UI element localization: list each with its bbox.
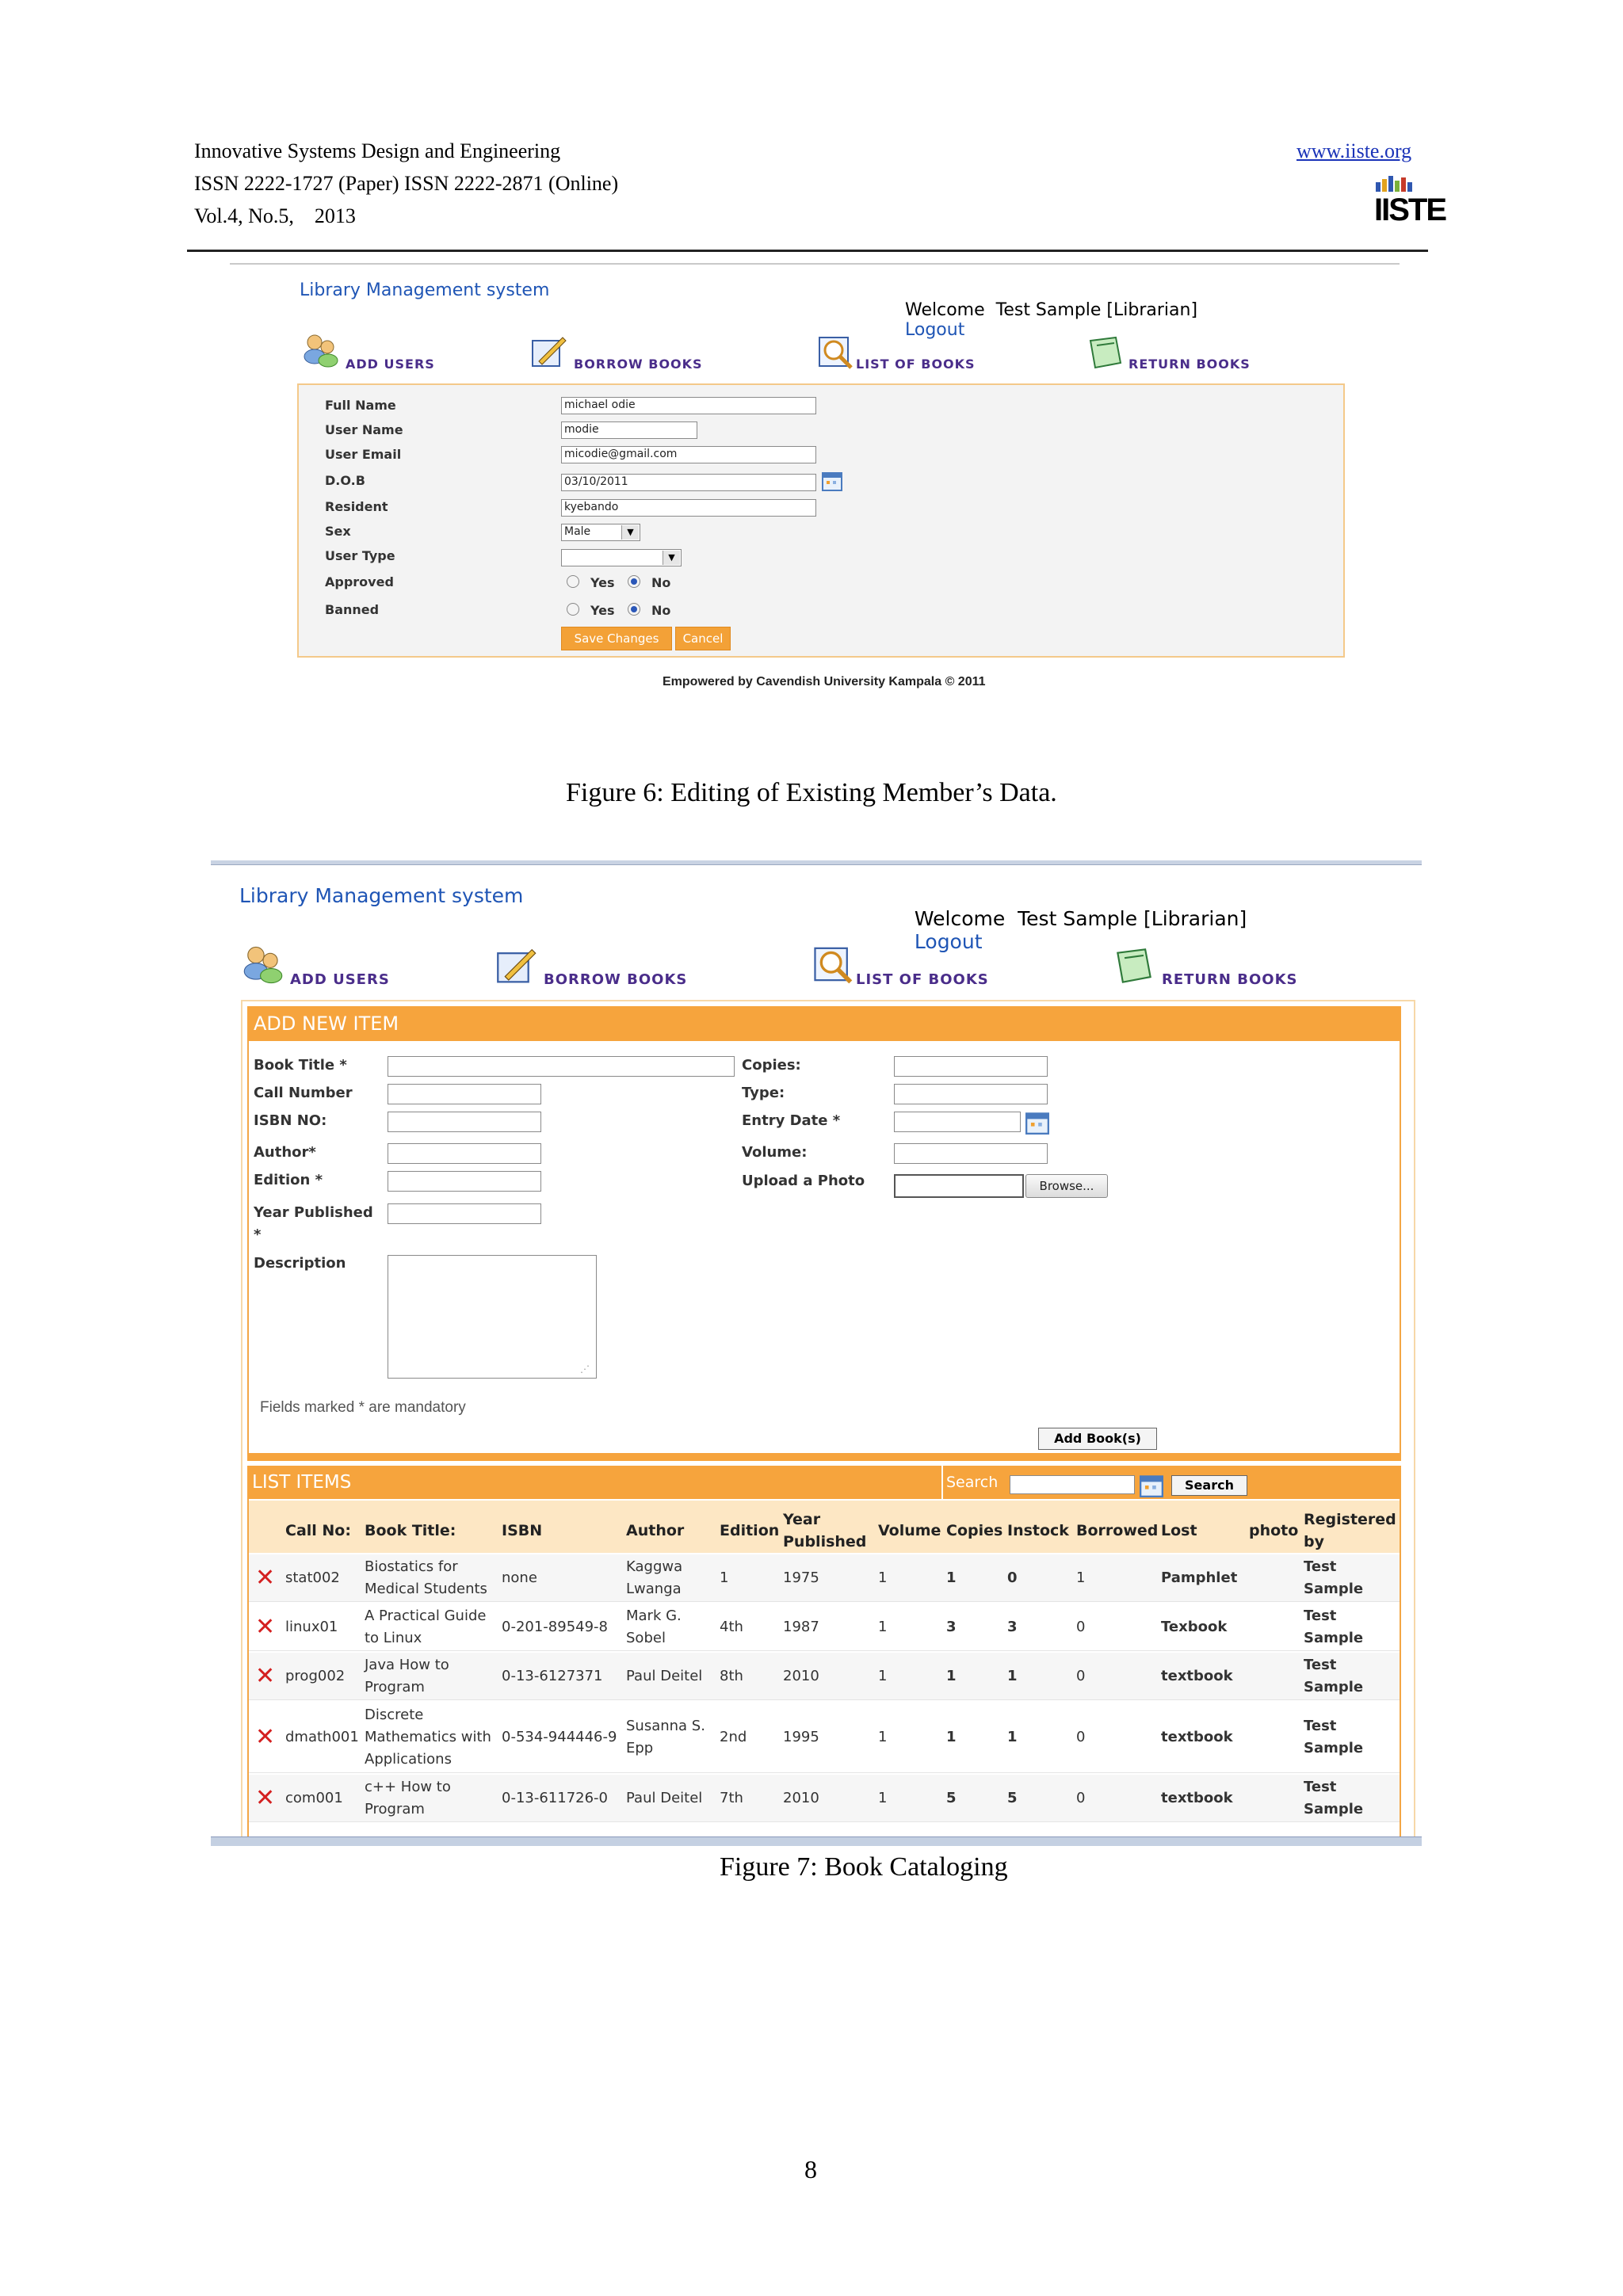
fig6-logout-link[interactable]: Logout [905, 320, 965, 340]
mandatory-note: Fields marked * are mandatory [260, 1399, 466, 1416]
fig7-welcome-text: Welcome Test Sample [Librarian] [914, 907, 1247, 930]
cell-registered-by: Sample [1304, 1581, 1364, 1597]
cell-edition: 1 [720, 1569, 729, 1586]
list-items-header: LIST ITEMS [247, 1466, 1401, 1499]
resident-label: Resident [325, 499, 388, 514]
user-email-input[interactable]: micodie@gmail.com [561, 446, 816, 463]
cell-call-no: dmath001 [285, 1729, 359, 1745]
add-books-button[interactable]: Add Book(s) [1038, 1428, 1157, 1450]
nav-add-users[interactable]: ADD USERS [290, 971, 390, 988]
cell-author: Susanna S. [626, 1718, 705, 1734]
cell-instock: 0 [1007, 1569, 1018, 1586]
col-call-no: Call No: [285, 1522, 351, 1539]
entry-date-label: Entry Date * [742, 1112, 841, 1129]
fig6-footer: Empowered by Cavendish University Kampala © 2011 [663, 675, 986, 688]
cell-volume: 1 [878, 1790, 888, 1806]
description-textarea[interactable] [388, 1255, 597, 1379]
banned-no-radio[interactable] [628, 603, 640, 616]
journal-name: Innovative Systems Design and Engineering [194, 139, 561, 162]
iiste-logo-text: IISTE [1374, 193, 1446, 227]
edit-member-form [297, 383, 1345, 658]
fig7-logout-link[interactable]: Logout [914, 930, 983, 953]
entry-date-input[interactable] [894, 1112, 1021, 1132]
add-users-icon[interactable] [303, 333, 339, 369]
cell-year: 1987 [783, 1619, 819, 1635]
browse-button[interactable]: Browse... [1025, 1174, 1108, 1198]
fig7-top-border [211, 860, 1422, 865]
page-number: 8 [804, 2155, 817, 2183]
cell-volume: 1 [878, 1619, 888, 1635]
cell-copies: 5 [946, 1790, 957, 1806]
cell-author: Sobel [626, 1630, 666, 1646]
cell-isbn: 0-13-6127371 [502, 1668, 603, 1684]
cell-book-title: A Practical Guide [365, 1608, 487, 1624]
user-type-label: User Type [325, 548, 395, 563]
cell-edition: 4th [720, 1619, 743, 1635]
add-new-item-header: ADD NEW ITEM [247, 1006, 1401, 1041]
approved-no-radio[interactable] [628, 575, 640, 588]
figure-6-caption: Figure 6: Editing of Existing Member’s Data. [566, 778, 1057, 807]
col-photo: photo [1249, 1522, 1299, 1539]
cell-year: 1975 [783, 1569, 819, 1586]
cell-borrowed: 0 [1076, 1668, 1086, 1684]
cell-call-no: linux01 [285, 1619, 338, 1635]
cell-copies: 1 [946, 1729, 957, 1745]
upload-photo-label: Upload a Photo [742, 1173, 865, 1189]
description-label: Description [254, 1255, 346, 1272]
cell-author: Epp [626, 1740, 654, 1756]
col-volume: Volume [878, 1522, 941, 1539]
col-instock: Instock [1007, 1522, 1069, 1539]
search-button[interactable]: Search [1171, 1475, 1247, 1496]
volume-input[interactable] [894, 1143, 1048, 1164]
copies-label: Copies: [742, 1057, 801, 1074]
cell-author: Lwanga [626, 1581, 682, 1597]
cell-call-no: prog002 [285, 1668, 346, 1684]
cell-author: Kaggwa [626, 1558, 683, 1575]
cell-borrowed: 0 [1076, 1729, 1086, 1745]
journal-volume: Vol.4, No.5, 2013 [194, 204, 356, 227]
col-borrowed: Borrowed [1076, 1522, 1159, 1539]
type-input[interactable] [894, 1084, 1048, 1104]
calendar-icon[interactable] [822, 471, 842, 491]
cell-author: Paul Deitel [626, 1668, 703, 1684]
volume-label: Volume: [742, 1144, 808, 1161]
cell-borrowed: 1 [1076, 1569, 1086, 1586]
cell-isbn: none [502, 1569, 537, 1586]
approved-yes-radio[interactable] [567, 575, 579, 588]
search-label: Search [946, 1474, 999, 1491]
cell-book-title: Applications [365, 1751, 452, 1768]
year-published-label: Year Published [254, 1204, 373, 1221]
call-number-input[interactable] [388, 1084, 541, 1104]
return-books-icon[interactable] [1087, 336, 1124, 369]
cancel-button[interactable]: Cancel [675, 627, 731, 650]
header-rule [187, 250, 1428, 252]
cell-volume: 1 [878, 1729, 888, 1745]
cell-borrowed: 0 [1076, 1619, 1086, 1635]
cell-copies: 1 [946, 1668, 957, 1684]
add-users-icon[interactable] [242, 944, 284, 986]
banned-label: Banned [325, 602, 380, 617]
cell-registered-by: Test [1304, 1718, 1337, 1734]
col-registered-by: Registered by [1304, 1511, 1396, 1550]
nav-list-of-books[interactable]: LIST OF BOOKS [856, 971, 989, 988]
cell-registered-by: Sample [1304, 1630, 1364, 1646]
call-number-label: Call Number [254, 1085, 353, 1101]
cell-lost: Texbook [1161, 1619, 1228, 1635]
cell-year: 2010 [783, 1668, 819, 1684]
list-of-books-icon[interactable] [816, 333, 856, 371]
cell-book-title: Mathematics with [365, 1729, 491, 1745]
user-name-label: User Name [325, 422, 403, 437]
cell-lost: Pamphlet [1161, 1569, 1238, 1586]
cell-lost: textbook [1161, 1790, 1233, 1806]
borrow-books-icon[interactable] [531, 334, 567, 369]
cell-book-title: Program [365, 1679, 425, 1695]
cell-isbn: 0-13-611726-0 [502, 1790, 609, 1806]
user-email-label: User Email [325, 447, 402, 462]
banned-yes-radio[interactable] [567, 603, 579, 616]
cell-instock: 3 [1007, 1619, 1018, 1635]
copies-input[interactable] [894, 1056, 1048, 1077]
col-year-published: Year Published [783, 1511, 867, 1550]
cell-call-no: com001 [285, 1790, 343, 1806]
cell-registered-by: Test [1304, 1779, 1337, 1795]
approved-no-label: No [651, 575, 671, 590]
borrow-books-icon[interactable] [496, 946, 537, 986]
cell-call-no: stat002 [285, 1569, 340, 1586]
type-label: Type: [742, 1085, 785, 1101]
delete-icon[interactable]: ✕ [255, 1613, 276, 1641]
cell-edition: 2nd [720, 1729, 747, 1745]
cell-book-title: Biostatics for [365, 1558, 458, 1575]
cell-registered-by: Sample [1304, 1740, 1364, 1756]
nav-list-of-books[interactable]: LIST OF BOOKS [856, 357, 976, 372]
journal-url-link[interactable]: www.iiste.org [1296, 139, 1412, 162]
cell-copies: 3 [946, 1619, 957, 1635]
col-lost: Lost [1161, 1522, 1197, 1539]
resize-grip-icon[interactable]: ⋰ [580, 1363, 590, 1375]
col-isbn: ISBN [502, 1522, 543, 1539]
header-divider [941, 1466, 943, 1499]
calendar-icon[interactable] [1025, 1111, 1049, 1135]
cell-edition: 8th [720, 1668, 743, 1684]
fig6-welcome-text: Welcome Test Sample [Librarian] [905, 300, 1198, 320]
cell-lost: textbook [1161, 1668, 1233, 1684]
cell-lost: textbook [1161, 1729, 1233, 1745]
nav-add-users[interactable]: ADD USERS [346, 357, 435, 372]
cell-volume: 1 [878, 1668, 888, 1684]
dob-label: D.O.B [325, 473, 365, 488]
cell-book-title: Program [365, 1801, 425, 1817]
return-books-icon[interactable] [1114, 948, 1154, 984]
cell-registered-by: Test [1304, 1558, 1337, 1575]
delete-icon[interactable]: ✕ [255, 1662, 276, 1690]
dob-input[interactable]: 03/10/2011 [561, 474, 816, 491]
sex-select-value: Male [564, 525, 591, 538]
edition-label: Edition * [254, 1172, 323, 1188]
fig6-top-border [230, 263, 1400, 265]
year-published-required-mark: * [254, 1226, 262, 1243]
delete-icon[interactable]: ✕ [255, 1564, 276, 1592]
cell-registered-by: Sample [1304, 1679, 1364, 1695]
resident-input[interactable]: kyebando [561, 499, 816, 517]
cell-borrowed: 0 [1076, 1790, 1086, 1806]
fig6-app-title: Library Management system [300, 280, 550, 300]
col-edition: Edition [720, 1522, 780, 1539]
delete-icon[interactable]: ✕ [255, 1723, 276, 1751]
cell-book-title: to Linux [365, 1630, 422, 1646]
author-input[interactable] [388, 1143, 541, 1164]
list-of-books-icon[interactable] [812, 943, 856, 986]
col-author: Author [626, 1522, 685, 1539]
cell-book-title: Medical Students [365, 1581, 487, 1597]
save-changes-button[interactable]: Save Changes [561, 627, 672, 650]
isbn-label: ISBN NO: [254, 1112, 327, 1129]
add-panel-bottom-bar [247, 1453, 1401, 1461]
cell-isbn: 0-534-944446-9 [502, 1729, 617, 1745]
nav-borrow-books[interactable]: BORROW BOOKS [574, 357, 703, 372]
fig7-app-title: Library Management system [239, 884, 524, 907]
cell-book-title: c++ How to [365, 1779, 451, 1795]
approved-yes-label: Yes [590, 575, 615, 590]
nav-borrow-books[interactable]: BORROW BOOKS [544, 971, 688, 988]
cell-edition: 7th [720, 1790, 743, 1806]
cell-isbn: 0-201-89549-8 [502, 1619, 609, 1635]
cell-copies: 1 [946, 1569, 957, 1586]
cell-book-title: Java How to [365, 1657, 449, 1673]
cell-instock: 1 [1007, 1729, 1018, 1745]
user-name-input[interactable]: modie [561, 421, 697, 439]
isbn-input[interactable] [388, 1112, 541, 1132]
figure-7-caption: Figure 7: Book Cataloging [720, 1852, 1008, 1882]
cell-registered-by: Test [1304, 1657, 1337, 1673]
cell-book-title: Discrete [365, 1707, 424, 1723]
chevron-down-icon[interactable]: ▼ [621, 525, 639, 540]
window-bottom-strip [211, 1836, 1422, 1846]
author-label: Author* [254, 1144, 316, 1161]
year-published-input[interactable] [388, 1203, 541, 1224]
nav-return-books[interactable]: RETURN BOOKS [1128, 357, 1251, 372]
fig6-welcome [894, 280, 1197, 340]
delete-icon[interactable]: ✕ [255, 1784, 276, 1812]
fig7-welcome [902, 884, 1247, 953]
cell-volume: 1 [878, 1569, 888, 1586]
chevron-down-icon[interactable]: ▼ [663, 551, 680, 565]
search-input[interactable] [1010, 1475, 1135, 1494]
full-name-input[interactable]: michael odie [561, 397, 816, 414]
book-title-label: Book Title * [254, 1057, 347, 1074]
full-name-label: Full Name [325, 398, 396, 413]
calendar-icon[interactable] [1140, 1474, 1163, 1497]
nav-return-books[interactable]: RETURN BOOKS [1162, 971, 1298, 988]
cell-instock: 1 [1007, 1668, 1018, 1684]
cell-year: 1995 [783, 1729, 819, 1745]
col-book-title: Book Title: [365, 1522, 456, 1539]
cell-instock: 5 [1007, 1790, 1018, 1806]
cell-registered-by: Test [1304, 1608, 1337, 1624]
approved-label: Approved [325, 574, 394, 589]
banned-yes-label: Yes [590, 603, 615, 618]
cell-author: Mark G. [626, 1608, 682, 1624]
cell-author: Paul Deitel [626, 1790, 703, 1806]
upload-photo-input[interactable] [894, 1174, 1024, 1198]
book-title-input[interactable] [388, 1056, 735, 1077]
cell-registered-by: Sample [1304, 1801, 1364, 1817]
sex-label: Sex [325, 524, 351, 539]
iiste-logo [1374, 176, 1446, 230]
banned-no-label: No [651, 603, 671, 618]
col-copies: Copies [946, 1522, 1003, 1539]
edition-input[interactable] [388, 1171, 541, 1192]
cell-year: 2010 [783, 1790, 819, 1806]
journal-issn: ISSN 2222-1727 (Paper) ISSN 2222-2871 (Online) [194, 172, 619, 195]
